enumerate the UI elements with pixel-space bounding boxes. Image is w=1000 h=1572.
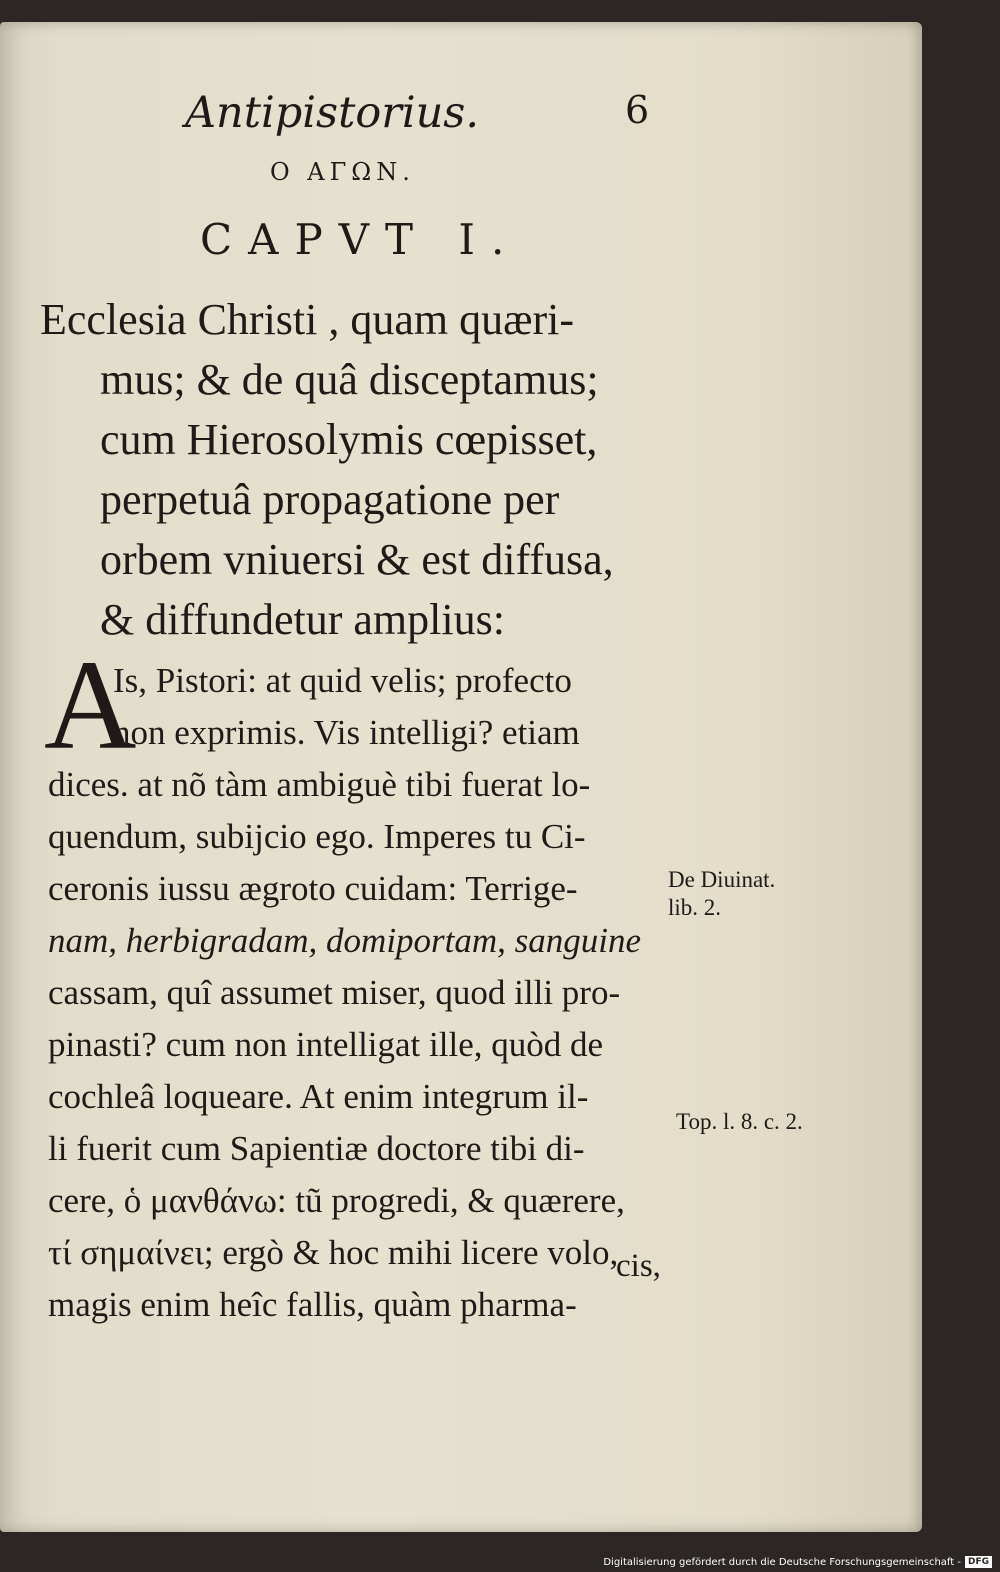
dfg-logo: DFG	[965, 1556, 992, 1568]
body-line: cochleâ loqueare. At enim integrum il-	[48, 1077, 589, 1116]
chapter-heading: CAPVT I.	[200, 215, 521, 264]
marginal-note	[668, 866, 775, 922]
marginal-note-line: De Diuinat.	[668, 867, 776, 892]
summary-line: orbem vniuersi & est diffusa,	[100, 535, 614, 584]
summary-line: perpetuâ propagatione per	[100, 475, 560, 524]
body-line: pinasti? cum non intelligat ille, quòd de	[48, 1025, 604, 1064]
body-line: ceronis iussu ægroto cuidam: Terrige-	[48, 869, 578, 908]
summary-line: & diffundetur amplius:	[100, 595, 505, 644]
body-line: li fuerit cum Sapientiæ doctore tibi di-	[48, 1129, 585, 1168]
chapter-summary	[40, 290, 614, 650]
marginal-note-line: lib. 2.	[668, 895, 722, 920]
body-line: dices. at nõ tàm ambiguè tibi fuerat lo-	[48, 765, 591, 804]
body-line: τί σημαίνει; ergò & hoc mihi licere volo,	[48, 1233, 619, 1272]
body-line: cere, ὁ μανθάνω: tũ progredi, & quærere,	[48, 1181, 625, 1220]
body-line: magis enim heîc fallis, quàm pharma-	[48, 1285, 577, 1324]
marginal-note-line: Top. l. 8. c. 2.	[676, 1109, 803, 1134]
catchword: cis,	[616, 1248, 661, 1284]
digitization-credit	[603, 1555, 992, 1569]
body-text	[48, 655, 641, 1331]
body-line: quendum, subijcio ego. Imperes tu Ci-	[48, 817, 586, 856]
body-line: cassam, quî assumet miser, quod illi pro-	[48, 973, 621, 1012]
summary-line: mus; & de quâ disceptamus;	[100, 355, 599, 404]
greek-heading: Ο ΑΓΩΝ.	[270, 158, 415, 186]
summary-line: cum Hierosolymis cœpisset,	[100, 415, 598, 464]
running-title: Antipistorius.	[185, 88, 480, 138]
page-number: 6	[625, 88, 650, 132]
drop-cap-initial: A	[44, 634, 137, 776]
credit-text: Digitalisierung gefördert durch die Deutsche Forschungsgemeinschaft -	[603, 1556, 961, 1568]
body-line: non exprimis. Vis intelligi? etiam	[113, 713, 580, 752]
marginal-note	[676, 1108, 803, 1136]
body-line: Is, Pistori: at quid velis; profecto	[113, 661, 572, 700]
body-line: nam, herbigradam, domiportam, sanguine	[48, 921, 642, 960]
summary-line: Ecclesia Christi , quam quæri-	[40, 295, 574, 344]
